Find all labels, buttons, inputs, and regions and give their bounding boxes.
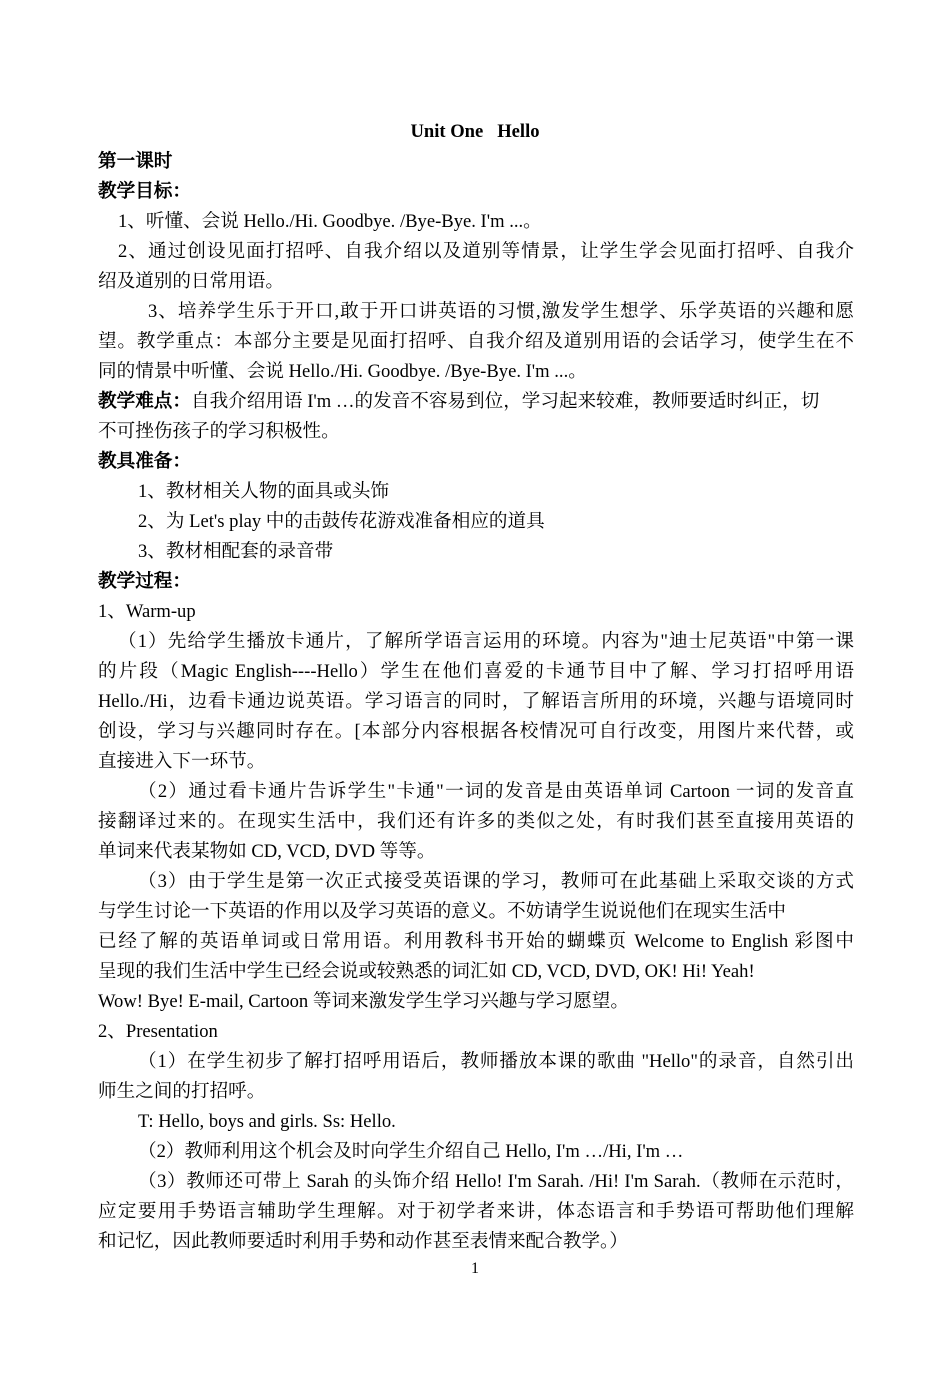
warmup-3-line-4: 呈现的我们生活中学生已经会说或较熟悉的词汇如 CD, VCD, DVD, OK! Hi! Yeah! — [98, 961, 755, 982]
presentation-3-line-3: 和记忆，因此教师要适时利用手势和动作甚至表情来配合教学。） — [98, 1231, 628, 1252]
objective-3-line-2: 望。教学重点：本部分主要是见面打招呼、自我介绍及道别用语的会话学习，使学生在不 — [98, 331, 854, 352]
warmup-2-line-1: （2）通过看卡通片告诉学生"卡通"一词的发音是由英语单词 Cartoon 一词的发音直 — [138, 781, 854, 802]
warmup-1-line-3: Hello./Hi，边看卡通边说英语。学习语言的同时，了解语言所用的环境，兴趣与语境同时 — [98, 691, 854, 712]
materials-item-2: 2、为 Let's play 中的击鼓传花游戏准备相应的道具 — [138, 511, 545, 532]
objectives-heading: 教学目标： — [98, 181, 191, 202]
objective-1: 1、听懂、会说 Hello./Hi. Goodbye. /Bye-Bye. I'm ...。 — [118, 211, 542, 232]
warmup-2-line-2: 接翻译过来的。在现实生活中，我们还有许多的类似之处，有时我们甚至直接用英语的 — [98, 811, 854, 832]
difficulty-text: 自我介绍用语 I'm …的发音不容易到位，学习起来较难，教师要适时纠正，切 — [190, 391, 820, 412]
warmup-3-line-2: 与学生讨论一下英语的作用以及学习英语的意义。不妨请学生说说他们在现实生活中 — [98, 901, 786, 922]
dialogue-line: T: Hello, boys and girls. Ss: Hello. — [138, 1111, 396, 1132]
objective-3-line-3: 同的情景中听懂、会说 Hello./Hi. Goodbye. /Bye-Bye. I'm ...。 — [98, 361, 587, 382]
materials-item-3: 3、教材相配套的录音带 — [138, 541, 334, 562]
presentation-1-line-1: （1）在学生初步了解打招呼用语后，教师播放本课的歌曲 "Hello"的录音，自然引出 — [138, 1051, 854, 1072]
process-heading: 教学过程： — [98, 571, 191, 592]
objective-3-line-1: 3、培养学生乐于开口,敢于开口讲英语的习惯,激发学生想学、乐学英语的兴趣和愿 — [148, 301, 854, 322]
warmup-3-line-1: （3）由于学生是第一次正式接受英语课的学习，教师可在此基础上采取交谈的方式 — [138, 871, 854, 892]
document-body — [98, 147, 854, 1257]
presentation-3-line-1: （3）教师还可带上 Sarah 的头饰介绍 Hello! I'm Sarah. /Hi! I'm Sarah.（教师在示范时， — [138, 1171, 854, 1192]
presentation-1-line-2: 师生之间的打招呼。 — [98, 1081, 266, 1102]
warmup-3-line-5: Wow! Bye! E-mail, Cartoon 等词来激发学生学习兴趣与学习愿望。 — [98, 991, 629, 1012]
objective-2-line-1: 2、通过创设见面打招呼、自我介绍以及道别等情景，让学生学会见面打招呼、自我介 — [118, 241, 854, 262]
warmup-3-line-3: 已经了解的英语单词或日常用语。利用教科书开始的蝴蝶页 Welcome to English 彩图中 — [98, 931, 854, 952]
warmup-heading: 1、Warm-up — [98, 601, 196, 622]
difficulty-line-1 — [98, 387, 854, 417]
warmup-1-line-4: 创设，学习与兴趣同时存在。[本部分内容根据各校情况可自行改变，用图片来代替，或 — [98, 721, 854, 742]
materials-item-1: 1、教材相关人物的面具或头饰 — [138, 481, 390, 502]
warmup-1-line-1: （1）先给学生播放卡通片，了解所学语言运用的环境。内容为"迪士尼英语"中第一课 — [118, 631, 854, 652]
page-number: 1 — [471, 1260, 479, 1277]
materials-heading: 教具准备： — [98, 451, 191, 472]
presentation-2: （2）教师利用这个机会及时向学生介绍自己 Hello, I'm …/Hi, I'm … — [138, 1141, 684, 1162]
objective-2-line-2: 绍及道别的日常用语。 — [98, 271, 284, 292]
presentation-3-line-2: 应定要用手势语言辅助学生理解。对于初学者来讲，体态语言和手势语可帮助他们理解 — [98, 1201, 854, 1222]
warmup-1-line-5: 直接进入下一环节。 — [98, 751, 266, 772]
presentation-heading: 2、Presentation — [98, 1021, 218, 1042]
difficulty-heading: 教学难点： — [98, 391, 191, 412]
warmup-2-line-3: 单词来代表某物如 CD, VCD, DVD 等等。 — [98, 841, 436, 862]
difficulty-line-2: 不可挫伤孩子的学习积极性。 — [98, 421, 340, 442]
warmup-1-line-2: 的片段（Magic English----Hello）学生在他们喜爱的卡通节目中了解、学习打招呼用语 — [98, 661, 854, 682]
lesson-heading: 第一课时 — [98, 151, 173, 172]
document-title: Unit One Hello — [410, 121, 540, 142]
